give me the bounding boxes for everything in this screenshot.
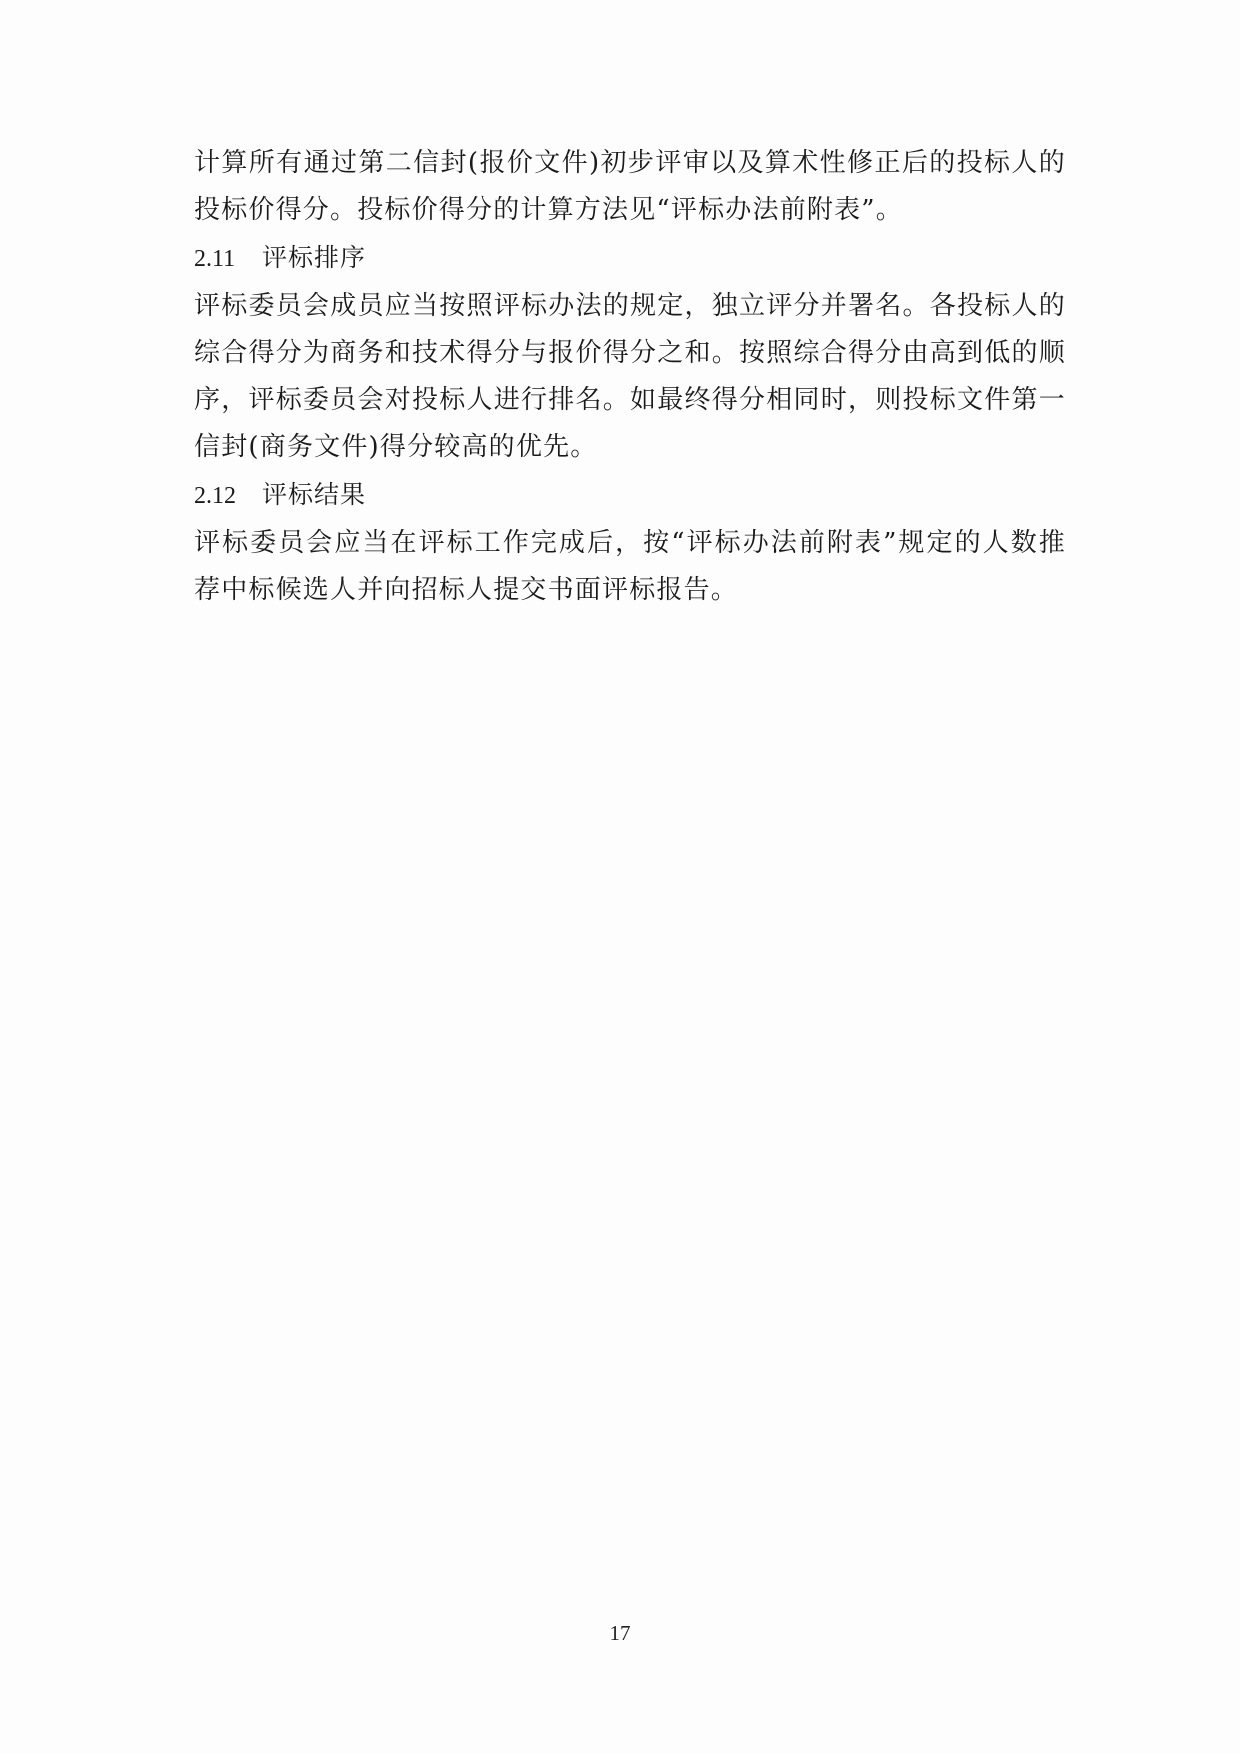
section-title: 评标排序 (262, 243, 367, 272)
section-heading-ranking (194, 234, 1066, 283)
result-paragraph: 评标委员会应当在评标工作完成后，按“评标办法前附表”规定的人数推荐中标候选人并向招标人提交书面评标报告。 (194, 528, 1066, 605)
page-number: 17 (609, 1621, 631, 1645)
ranking-paragraph: 评标委员会成员应当按照评标办法的规定，独立评分并署名。各投标人的综合得分为商务和技术得分与报价得分之和。按照综合得分由高到低的顺序，评标委员会对投标人进行排名。如最终得分相同时，则投标文件第一信封(商务文件)得分较高的优先。 (194, 291, 1066, 462)
section-title: 评标结果 (262, 480, 367, 509)
page-content (194, 140, 1066, 614)
section-heading-result (194, 471, 1066, 520)
section-number: 2.11 (194, 246, 236, 272)
section-number: 2.12 (194, 483, 236, 509)
intro-paragraph: 计算所有通过第二信封(报价文件)初步评审以及算术性修正后的投标人的投标价得分。投标价得分的计算方法见“评标办法前附表”。 (194, 148, 1066, 225)
